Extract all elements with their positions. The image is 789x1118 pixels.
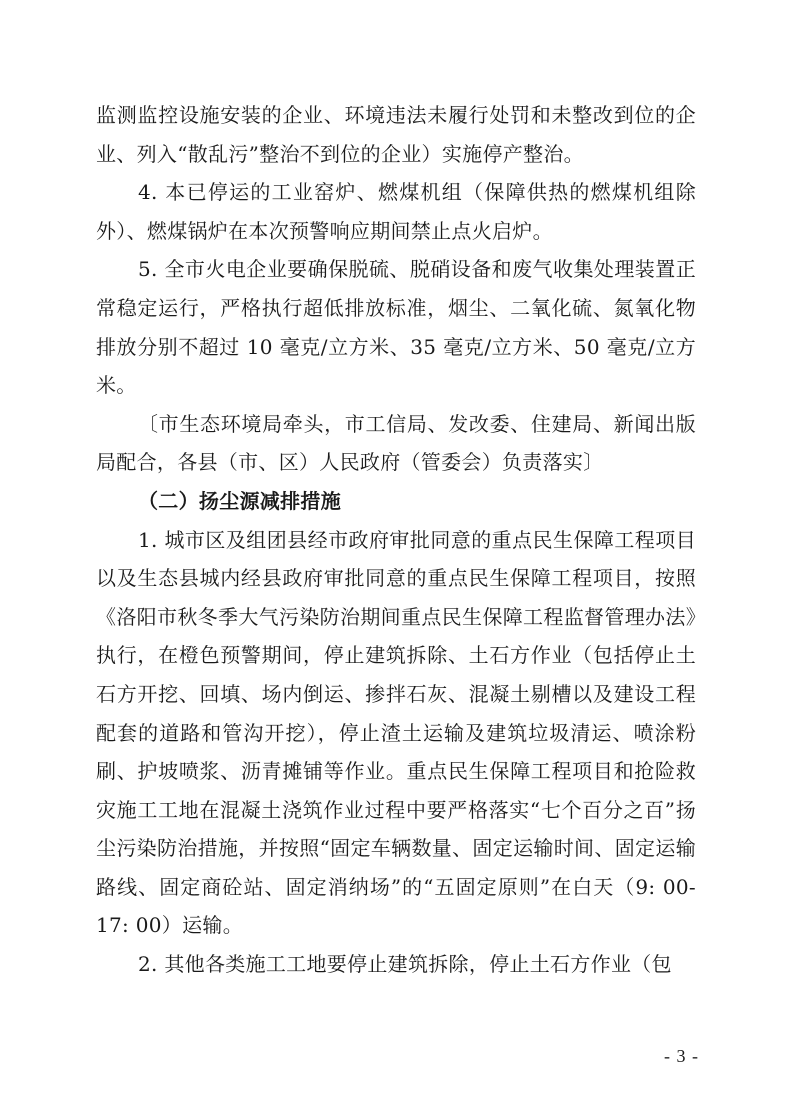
document-body [96,96,696,984]
paragraph-item-4: 4. 本已停运的工业窑炉、燃煤机组（保障供热的燃煤机组除外）、燃煤锅炉在本次预警响应期间禁止点火启炉。 [96,180,696,243]
paragraph-item-5: 5. 全市火电企业要确保脱硫、脱硝设备和废气收集处理装置正常稳定运行，严格执行超低排放标准，烟尘、二氧化硫、氮氧化物排放分别不超过 10 毫克/立方米、35 毫克/立方米、50 毫克/立方米。 [96,257,696,398]
paragraph-continuation: 监测监控设施安装的企业、环境违法未履行处罚和未整改到位的企业、列入“散乱污”整治不到位的企业）实施停产整治。 [96,103,696,166]
paragraph-dust-item-2: 2. 其他各类施工工地要停止建筑拆除，停止土石方作业（包 [138,952,672,977]
section-heading-dust-reduction: （二）扬尘源减排措施 [138,488,341,513]
paragraph-dust-item-1: 1. 城市区及组团县经市政府审批同意的重点民生保障工程项目以及生态县城内经县政府审批同意的重点民生保障工程项目，按照《洛阳市秋冬季大气污染防治期间重点民生保障工程监督管理办法》执行，在橙色预警期间，停止建筑拆除、土石方作业（包括停止土石方开挖、回填、场内倒运、掺拌石灰、混凝土剔槽以及建设工程配套的道路和管沟开挖），停止渣土运输及建筑垃圾清运、喷涂粉刷、护坡喷浆、沥青摊铺等作业。重点民生保障工程项目和抢险救灾施工工地在混凝土浇筑作业过程中要严格落实“七个百分之百”扬尘污染防治措施，并按照“固定车辆数量、固定运输时间、固定运输路线、固定商砼站、固定消纳场”的“五固定原则”在白天（9: 00-17: 00）运输。 [96,527,696,938]
page-number: - 3 - [664,1046,699,1066]
responsibility-note: 〔市生态环境局牵头，市工信局、发改委、住建局、新闻出版局配合，各县（市、区）人民政府（管委会）负责落实〕 [96,411,696,475]
